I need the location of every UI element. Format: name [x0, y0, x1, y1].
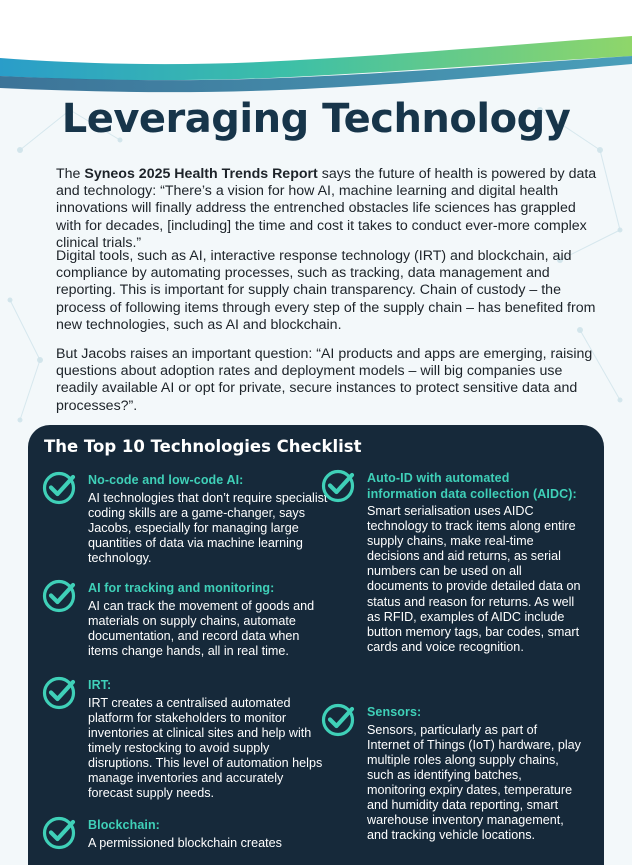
checklist-item	[367, 471, 582, 655]
checklist-item	[88, 818, 328, 851]
checklist-item-body: A permissioned blockchain creates	[88, 835, 282, 850]
checklist-item-heading: No-code and low-code AI:	[88, 473, 244, 487]
intro-paragraph-3: But Jacobs raises an important question: “AI products and apps are emerging, raising questions about adoption rates and deployment models – will big companies use readily available AI or opt for private, secure instances to protect sensitive data and processes?”.	[56, 346, 593, 414]
checklist-title: The Top 10 Technologies Checklist	[44, 437, 362, 456]
intro-p1-lead: The	[56, 166, 85, 182]
checklist-item	[88, 473, 328, 566]
intro-paragraph-1	[56, 166, 604, 252]
checklist-item-body: AI technologies that don’t require specialist coding skills are a game-changer, says Jacobs, especially for managing large quantities of data via machine learning technology.	[88, 490, 328, 565]
checklist-item-heading: Auto-ID with automated information data collection (AIDC):	[367, 471, 577, 501]
checklist-item-body: Sensors, particularly as part of Internet of Things (IoT) hardware, play multiple roles along supply chains, such as identifying batches, monitoring expiry dates, temperature and humidity data reporting, smart warehouse inventory management, and tracking vehicle locations.	[367, 722, 581, 843]
checklist-item-body: Smart serialisation uses AIDC technology to track items along entire supply chains, make real-time decisions and aid returns, as serial numbers can be used on all documents to provide detailed data on status and reason for returns. As well as RFID, examples of AIDC include button memory tags, bar codes, smart cards and voice recognition.	[367, 504, 581, 654]
checklist-item	[88, 678, 328, 801]
checkmark-circle-icon	[321, 703, 355, 737]
checklist-item-heading: AI for tracking and monitoring:	[88, 581, 275, 595]
checklist-item	[367, 705, 582, 843]
checklist-panel	[28, 425, 604, 865]
intro-paragraph-2: Digital tools, such as AI, interactive response technology (IRT) and blockchain, aid compliance by automating processes, such as tracking, data management and reporting. This is important for supply chain transparency. Chain of custody – the process of following items through every step of the supply chain – has benefited from new technologies, such as AI and blockchain.	[56, 248, 596, 333]
checklist-item	[88, 581, 328, 659]
checklist-item-heading: Blockchain:	[88, 818, 160, 832]
checklist-item-body: IRT creates a centralised automated platform for stakeholders to monitor inventories at clinical sites and help with timely restocking to avoid supply disruptions. This level of automation helps manage inventories and accurately forecast supply needs.	[88, 695, 323, 801]
checkmark-circle-icon	[321, 469, 355, 503]
report-name: Syneos 2025 Health Trends Report	[84, 166, 318, 182]
checkmark-circle-icon	[42, 676, 76, 710]
checklist-item-body: AI can track the movement of goods and materials on supply chains, automate documentation, and record data when items change hands, all in real time.	[88, 598, 315, 658]
checkmark-circle-icon	[42, 471, 76, 505]
checklist-item-heading: Sensors:	[367, 705, 422, 719]
checkmark-circle-icon	[42, 579, 76, 613]
checklist-item-heading: IRT:	[88, 678, 112, 692]
intro-p1-rest: says the future of health is powered by data and technology: “There’s a vision for how AI, machine learning and digital health innovations will finally address the entrenched obstacles life sciences has grappled with for decades, [including] the time and cost it takes to conduct ever-more complex clinical trials.”	[56, 166, 597, 251]
page-title: Leveraging Technology	[61, 96, 571, 142]
checkmark-circle-icon	[42, 816, 76, 850]
